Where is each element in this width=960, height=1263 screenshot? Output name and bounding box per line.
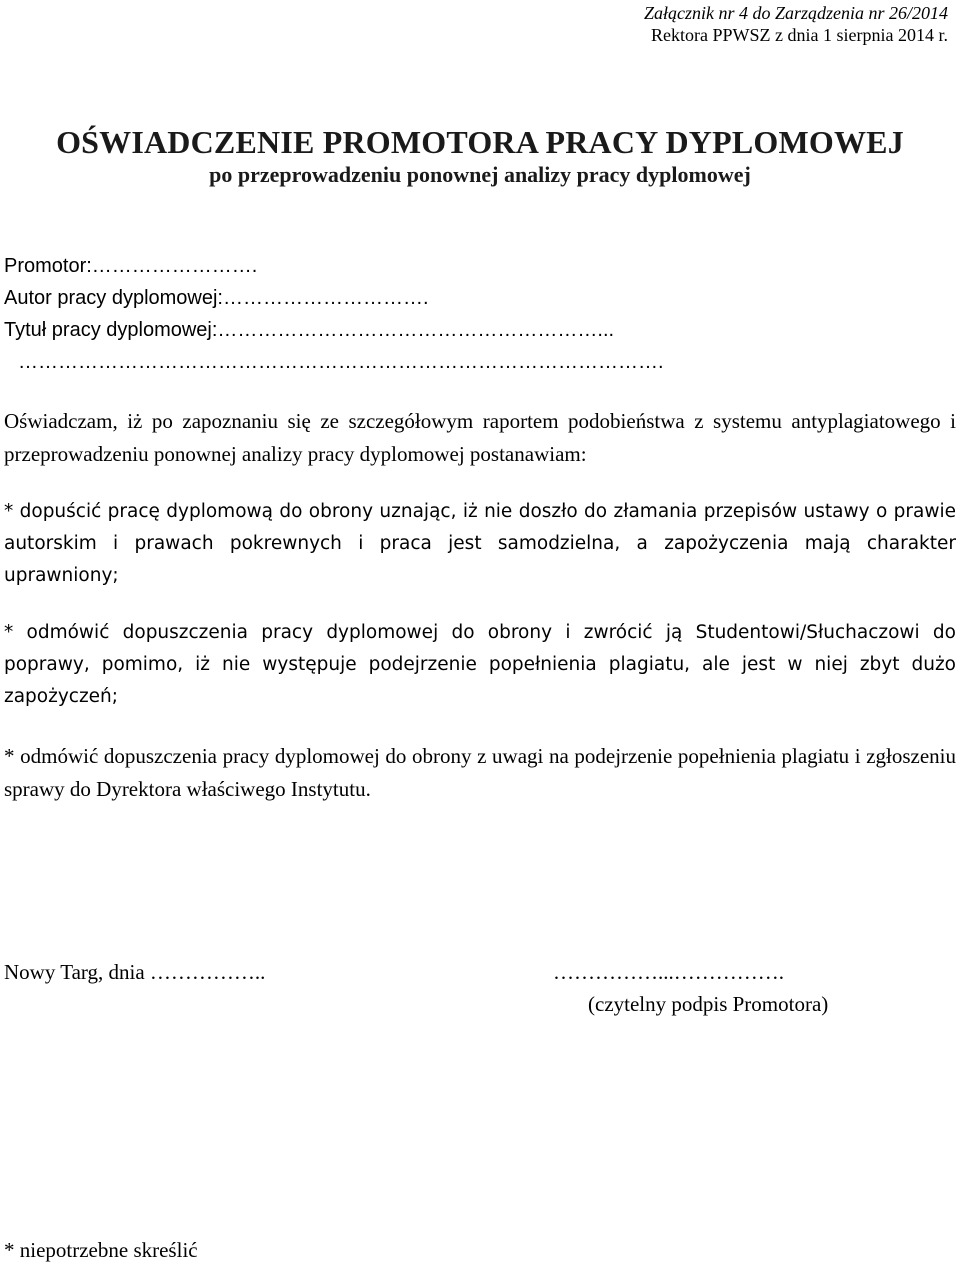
declaration-intro: Oświadczam, iż po zapoznaniu się ze szczegółowym raportem podobieństwa z systemu antyplagiatowego i przeprowadzeniu ponownej analizy pracy dyplomowej postanawiam: bbox=[4, 409, 956, 466]
footnote: * niepotrzebne skreślić bbox=[4, 1238, 198, 1262]
place-and-date: Nowy Targ, dnia …………….. bbox=[4, 960, 266, 984]
attachment-note: Załącznik nr 4 do Zarządzenia nr 26/2014 bbox=[643, 3, 948, 23]
option-admit: * dopuścić pracę dyplomową do obrony uznając, iż nie doszło do złamania przepisów ustawy o prawie autorskim i prawach pokrewnych i praca jest samodzielna, a zapożyczenia mają charakter uprawniony; bbox=[4, 501, 956, 586]
document-subtitle: po przeprowadzeniu ponownej analizy pracy dyplomowej bbox=[209, 162, 751, 187]
signature-line: ……………...……………. bbox=[553, 960, 784, 984]
option-return-for-revision: * odmówić dopuszczenia pracy dyplomowej do obrony i zwrócić ją Studentowi/Słuchaczowi do poprawy, pomimo, iż nie występuje podejrzenie popełnienia plagiatu, ale jest w niej zbyt dużo zapożyczeń; bbox=[4, 622, 956, 707]
thesis-title-field: Tytuł pracy dyplomowej:…………………………………………………... bbox=[4, 319, 615, 341]
option-refuse-plagiarism: * odmówić dopuszczenia pracy dyplomowej do obrony z uwagi na podejrzenie popełnienia plagiatu i zgłoszeniu sprawy do Dyrektora właściwego Instytutu. bbox=[4, 744, 956, 801]
author-field: Autor pracy dyplomowej:…………………………. bbox=[4, 287, 429, 309]
regulation-date-note: Rektora PPWSZ z dnia 1 sierpnia 2014 r. bbox=[651, 25, 948, 45]
promotor-field: Promotor:……………………. bbox=[4, 255, 258, 277]
signature-caption: (czytelny podpis Promotora) bbox=[588, 992, 829, 1016]
document-title: OŚWIADCZENIE PROMOTORA PRACY DYPLOMOWEJ bbox=[56, 124, 904, 160]
thesis-title-continuation: ……………………………………………………………………………………. bbox=[18, 351, 664, 373]
